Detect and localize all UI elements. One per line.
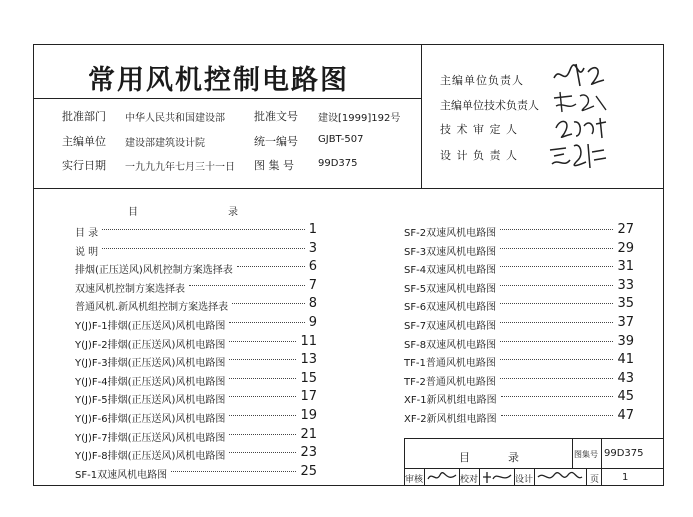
toc-left-row: [75, 463, 317, 482]
toc-left-row: [75, 447, 317, 463]
toc-right-page: 29: [617, 240, 634, 256]
toc-left-page: 21: [300, 426, 317, 442]
toc-left-leader: [229, 378, 296, 379]
approval-no-label: 批准文号: [254, 110, 298, 123]
toc-right-row: [404, 261, 634, 277]
toc-left-page: 25: [300, 463, 317, 479]
toc-right-row: [404, 370, 634, 389]
unified-no-label: 统一编号: [254, 135, 298, 148]
chief-unit-label: 主编单位: [62, 135, 106, 148]
toc-left-row: [75, 426, 317, 445]
page-value: 1: [622, 472, 629, 483]
toc-left-row: [75, 317, 317, 333]
toc-right-title: XF-2新风机组电路图: [404, 414, 497, 425]
check-label: 校对: [460, 475, 479, 485]
approval-dept-label: 批准部门: [62, 110, 106, 123]
toc-right-page: 35: [617, 296, 634, 312]
toc-left-title: SF-1双速风机电路图: [75, 469, 168, 481]
design-label: 设计: [515, 475, 534, 485]
toc-left-row: [75, 298, 317, 314]
toc-left-title: Y(J)F-5排烟(正压送风)风机电路图: [75, 395, 226, 407]
toc-left-page: 1: [308, 222, 317, 237]
role-chief-unit-head: 主编单位负责人: [440, 74, 524, 87]
toc-left-row: [75, 410, 317, 426]
atlas-no-label: 图 集 号: [254, 159, 294, 172]
header-vertical-divider: [421, 44, 422, 188]
atlas-no-value: 99D375: [318, 158, 358, 169]
toc-left-title: 目 录: [75, 228, 99, 239]
toc-heading-right: 录: [228, 207, 238, 218]
toc-right-row: [404, 277, 634, 296]
effective-date-label: 实行日期: [62, 159, 106, 172]
toc-right-title: SF-2双速风机电路图: [404, 228, 497, 239]
toc-right-row: [404, 391, 634, 407]
toc-right-title: TF-2普通风机电路图: [404, 376, 496, 388]
toc-right-row: [404, 298, 634, 314]
chief-unit-value: 建设部建筑设计院: [125, 138, 205, 149]
toc-right-leader: [500, 266, 613, 267]
unified-no-value: GJBT-507: [318, 134, 364, 145]
toc-left-leader: [229, 322, 304, 323]
toc-right-title: SF-5双速风机电路图: [404, 283, 497, 295]
toc-left-row: [75, 354, 317, 370]
toc-right-leader: [500, 322, 613, 323]
toc-left-row: [75, 224, 317, 240]
role-design-head: 设 计 负 责 人: [440, 149, 518, 162]
toc-left-page: 15: [300, 370, 317, 386]
toc-left-page: 7: [308, 277, 317, 293]
toc-right-page: 47: [617, 408, 634, 423]
toc-left-title: 排烟(正压送风)风机控制方案选择表: [75, 265, 233, 277]
toc-right-title: SF-8双速风机电路图: [404, 339, 497, 351]
title-block-name-right: 录: [508, 451, 519, 464]
toc-right-page: 41: [617, 352, 634, 368]
signature-check: [481, 469, 513, 485]
toc-left-leader: [229, 341, 296, 342]
title-block-name-left: 目: [459, 451, 470, 464]
title-underline: [33, 98, 421, 99]
toc-left-leader: [229, 359, 296, 360]
role-technical-head: 主编单位技术负责人: [440, 99, 539, 112]
toc-right-page: 37: [617, 315, 634, 330]
toc-right-page: 33: [617, 277, 634, 293]
atlas-no-value-block: 99D375: [604, 448, 644, 459]
signature-review: [426, 469, 458, 485]
toc-left-row: [75, 391, 317, 407]
toc-left-leader: [189, 285, 305, 286]
toc-left-leader: [229, 415, 296, 416]
toc-right-title: XF-1新风机组电路图: [404, 395, 497, 407]
toc-right-leader: [501, 396, 614, 397]
toc-right-leader: [501, 415, 614, 416]
toc-right-leader: [500, 285, 613, 286]
atlas-no-label-block: 图集号: [574, 450, 598, 459]
toc-left-page: 8: [308, 296, 317, 312]
toc-right-leader: [500, 359, 614, 360]
toc-right-title: SF-4双速风机电路图: [404, 265, 497, 277]
toc-left-page: 11: [300, 333, 317, 349]
toc-left-leader: [229, 452, 296, 453]
toc-right-title: TF-1普通风机电路图: [404, 358, 496, 370]
toc-right-page: 31: [617, 259, 634, 275]
toc-left-row: [75, 240, 317, 259]
page-label: 页: [590, 475, 600, 485]
toc-left-title: Y(J)F-7排烟(正压送风)风机电路图: [75, 432, 226, 444]
toc-right-leader: [500, 248, 613, 249]
toc-left-title: 说 明: [75, 246, 99, 258]
signature-technical-head: [550, 88, 610, 116]
toc-left-title: Y(J)F-4排烟(正压送风)风机电路图: [75, 376, 226, 388]
toc-left-title: Y(J)F-2排烟(正压送风)风机电路图: [75, 339, 226, 351]
toc-right-row: [404, 333, 634, 352]
toc-right-page: 45: [617, 389, 634, 405]
header-divider: [33, 188, 664, 189]
toc-left-title: 普通风机.新风机组控制方案选择表: [75, 302, 229, 314]
toc-right-page: 43: [617, 370, 634, 386]
toc-left-title: Y(J)F-1排烟(正压送风)风机电路图: [75, 321, 226, 332]
toc-left-leader: [171, 471, 296, 472]
toc-right-row: [404, 410, 634, 426]
toc-right-row: [404, 354, 634, 370]
signature-design-head: [546, 138, 610, 174]
role-technical-reviewer: 技 术 审 定 人: [440, 123, 518, 136]
toc-right-page: 39: [617, 333, 634, 349]
toc-left-leader: [229, 396, 296, 397]
signature-chief-unit-head: [550, 60, 610, 90]
toc-right-leader: [500, 229, 613, 230]
toc-right-row: [404, 317, 634, 333]
toc-left-leader: [232, 303, 305, 304]
toc-right-row: [404, 240, 634, 259]
toc-right-leader: [500, 303, 613, 304]
toc-right-leader: [500, 341, 613, 342]
effective-date-value: 一九九九年七月三十一日: [125, 162, 235, 173]
toc-left-page: 9: [308, 315, 317, 330]
review-label: 审核: [405, 475, 424, 485]
toc-right-row: [404, 224, 634, 240]
signature-design: [536, 469, 584, 485]
toc-left-leader: [102, 229, 305, 230]
toc-left-page: 6: [308, 259, 317, 275]
toc-right-leader: [500, 378, 614, 379]
toc-left-row: [75, 370, 317, 389]
toc-left-page: 3: [308, 240, 317, 256]
toc-left-page: 19: [300, 408, 317, 423]
toc-left-page: 17: [300, 389, 317, 405]
toc-left-leader: [102, 248, 305, 249]
approval-dept-value: 中华人民共和国建设部: [125, 113, 225, 124]
toc-left-leader: [229, 434, 296, 435]
toc-right-page: 27: [617, 222, 634, 237]
toc-right-title: SF-7双速风机电路图: [404, 321, 497, 332]
toc-left-row: [75, 333, 317, 352]
toc-left-leader: [237, 266, 305, 267]
approval-no-value: 建设[1999]192号: [318, 113, 401, 124]
toc-left-title: Y(J)F-6排烟(正压送风)风机电路图: [75, 414, 226, 425]
toc-left-title: 双速风机控制方案选择表: [75, 283, 185, 295]
toc-left-title: Y(J)F-8排烟(正压送风)风机电路图: [75, 451, 226, 463]
toc-left-title: Y(J)F-3排烟(正压送风)风机电路图: [75, 358, 226, 370]
toc-right-title: SF-3双速风机电路图: [404, 246, 497, 258]
toc-left-page: 13: [300, 352, 317, 368]
toc-right-title: SF-6双速风机电路图: [404, 302, 497, 314]
toc-left-page: 23: [300, 445, 317, 461]
page-title: 常用风机控制电路图: [88, 65, 349, 96]
toc-left-row: [75, 277, 317, 296]
toc-heading-left: 目: [128, 207, 138, 218]
toc-left-row: [75, 261, 317, 277]
